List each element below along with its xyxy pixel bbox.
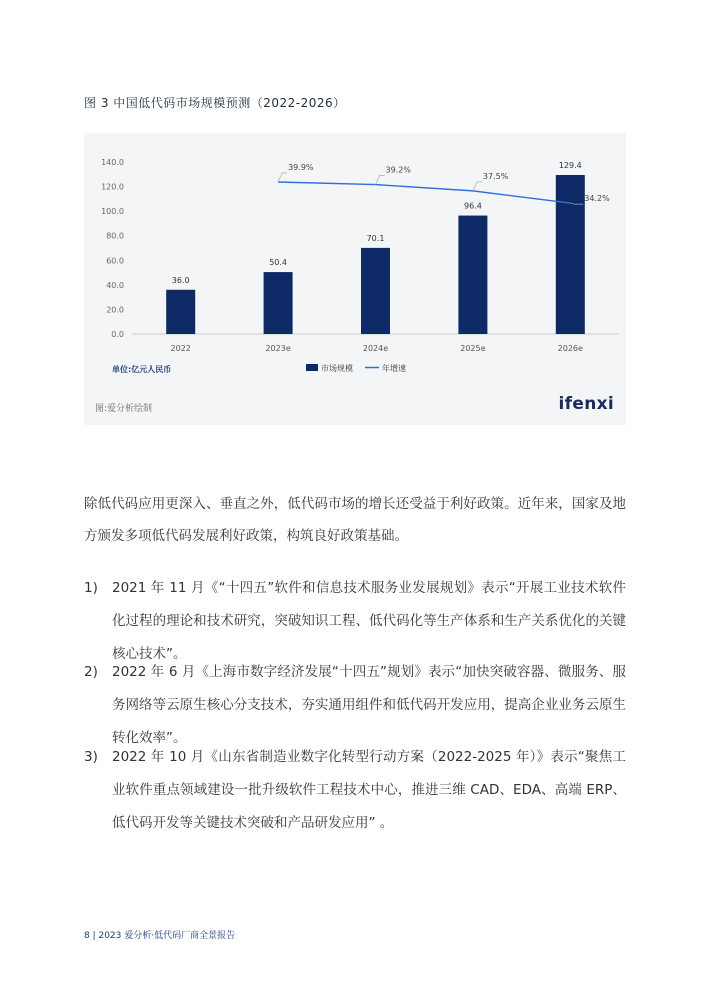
growth-data-label: 39.9% xyxy=(288,163,314,172)
y-tick-label: 120.0 xyxy=(101,182,124,192)
bar xyxy=(556,175,585,334)
figure-title: 图 3 中国低代码市场规模预测（2022-2026） xyxy=(84,96,346,110)
page-footer: 8 | 2023 爱分析·低代码厂商全景报告 xyxy=(84,931,236,941)
x-tick-label: 2026e xyxy=(557,344,583,353)
legend-label-bar: 市场规模 xyxy=(321,364,353,373)
item-text: 2022 年 10 月《山东省制造业数字化转型行动方案（2022-2025 年）》表示“聚焦工业软件重点领域建设一批升级软件工程技术中心，推进三维 CAD、EDA、高端 ERP、低代码开发等关键技术突破和产品研发应用” 。 xyxy=(112,749,626,831)
x-tick-label: 2024e xyxy=(362,344,389,353)
growth-data-label: 34.2% xyxy=(584,194,610,204)
item-text: 2021 年 11 月《“十四五”软件和信息技术服务业发展规划》表示“开展工业技术软件化过程的理论和技术研究，突破知识工程、低代码化等生产体系和生产关系优化的关键核心技术”。 xyxy=(112,580,626,662)
item-text: 2022 年 6 月《上海市数字经济发展“十四五”规划》表示“加快突破容器、微服务、服务网络等云原生核心分支技术，夯实通用组件和低代码开发应用，提高企业业务云原生转化效率”。 xyxy=(112,664,626,746)
item-number: 3) xyxy=(84,749,98,765)
intro-paragraph: 除低代码应用更深入、垂直之外，低代码市场的增长还受益于利好政策。近年来，国家及地方颁发多项低代码发展利好政策，构筑良好政策基础。 xyxy=(84,496,626,544)
bar xyxy=(264,272,293,334)
y-tick-label: 100.0 xyxy=(101,207,124,217)
bar xyxy=(166,290,195,334)
growth-data-label: 39.2% xyxy=(385,165,411,175)
item-number: 2) xyxy=(84,664,98,680)
source-note: 图:爱分析绘制 xyxy=(95,404,153,414)
bar-data-label: 50.4 xyxy=(269,258,288,268)
market-size-chart xyxy=(84,133,626,425)
bar xyxy=(361,248,390,334)
legend-swatch-bar xyxy=(306,364,318,371)
growth-label-leader xyxy=(278,173,287,182)
growth-label-leader xyxy=(376,176,385,185)
bar-data-label: 96.4 xyxy=(463,201,482,211)
bar-data-label: 70.1 xyxy=(366,233,385,243)
growth-label-leader xyxy=(473,182,482,191)
growth-line xyxy=(278,182,570,203)
x-tick-label: 2022 xyxy=(170,344,191,353)
y-tick-label: 0.0 xyxy=(111,330,124,339)
bar-data-label: 129.4 xyxy=(558,161,582,171)
item-number: 1) xyxy=(84,580,98,596)
unit-note: 单位:亿元人民币 xyxy=(112,365,172,374)
growth-data-label: 37.5% xyxy=(482,171,509,181)
bar xyxy=(458,216,487,334)
y-tick-label: 60.0 xyxy=(106,256,124,266)
y-tick-label: 40.0 xyxy=(106,280,124,290)
chart-panel xyxy=(84,133,626,425)
x-tick-label: 2025e xyxy=(460,344,486,353)
legend-label-line: 年增速 xyxy=(382,364,406,373)
y-tick-label: 140.0 xyxy=(101,158,124,167)
x-tick-label: 2023e xyxy=(265,344,291,353)
y-tick-label: 20.0 xyxy=(106,305,124,315)
bar-data-label: 36.0 xyxy=(171,275,190,285)
ifenxi-logo: ifenxi xyxy=(558,394,614,414)
y-tick-label: 80.0 xyxy=(106,231,124,241)
